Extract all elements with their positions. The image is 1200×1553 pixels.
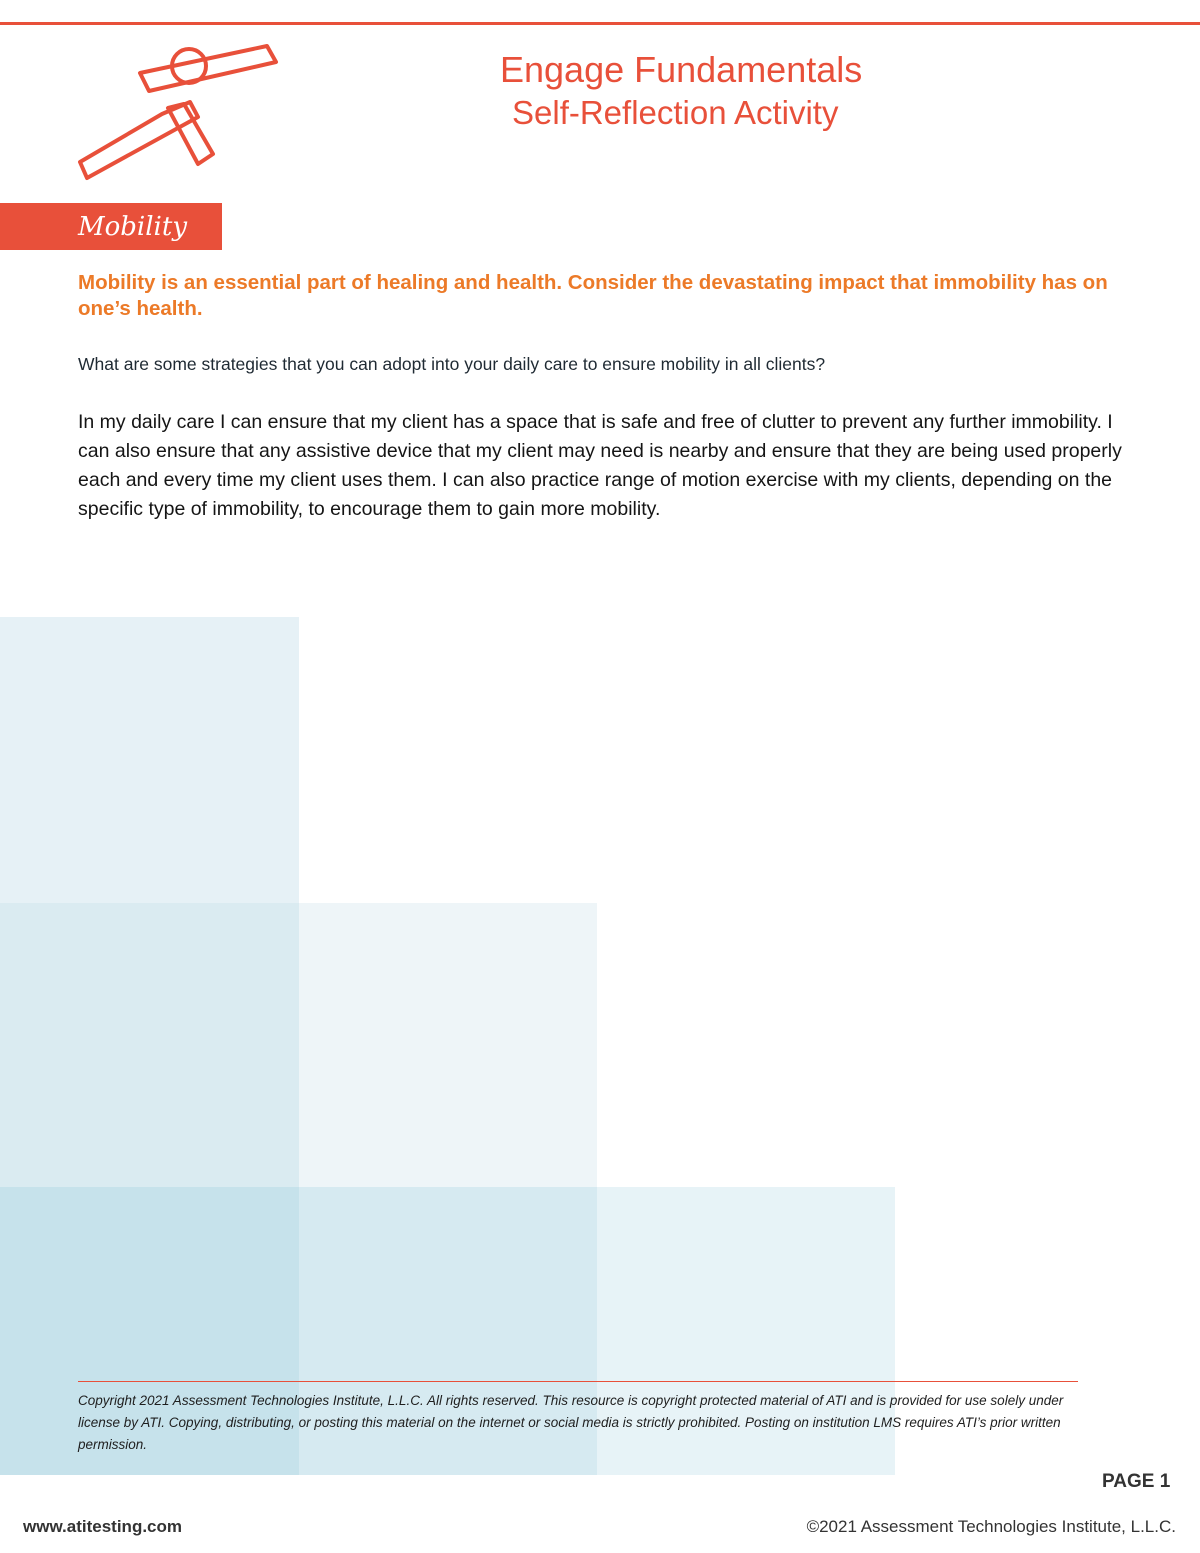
ati-figure-logo (70, 40, 280, 190)
page-number: PAGE 1 (1102, 1471, 1171, 1492)
section-label: Mobility (78, 212, 188, 242)
page-title: Engage Fundamentals (500, 49, 863, 90)
copyright-notice: Copyright 2021 Assessment Technologies Institute, L.L.C. All rights reserved. This resource is copyright protected material of ATI and is provided for use solely under license by ATI. Copying, distributing, or posting this material on the internet or social media is strictly prohibited. Posting on institution LMS requires ATI’s prior written permission. (78, 1393, 1064, 1452)
question-text: What are some strategies that you can adopt into your daily care to ensure mobility in all clients? (78, 354, 826, 374)
decorative-block (0, 903, 299, 1187)
intro-text: Mobility is an essential part of healing and health. Consider the devastating impact that immobility has on one’s health. (78, 271, 1108, 320)
footer-rule (78, 1381, 1078, 1382)
page-subtitle: Self-Reflection Activity (512, 94, 839, 131)
footer-copyright: ©2021 Assessment Technologies Institute, L.L.C. (806, 1517, 1176, 1536)
website-link[interactable]: www.atitesting.com (23, 1517, 183, 1536)
decorative-block (299, 903, 597, 1187)
top-rule (0, 22, 1200, 25)
decorative-block (0, 617, 299, 903)
answer-text: In my daily care I can ensure that my client has a space that is safe and free of clutter to prevent any further immobility. I can also ensure that any assistive device that my client may need is nearby and ensure that they are being used properly each and every time my client uses them. I can also practice range of motion exercise with my clients, depending on the specific type of immobility, to encourage them to gain more mobility. (78, 411, 1122, 520)
